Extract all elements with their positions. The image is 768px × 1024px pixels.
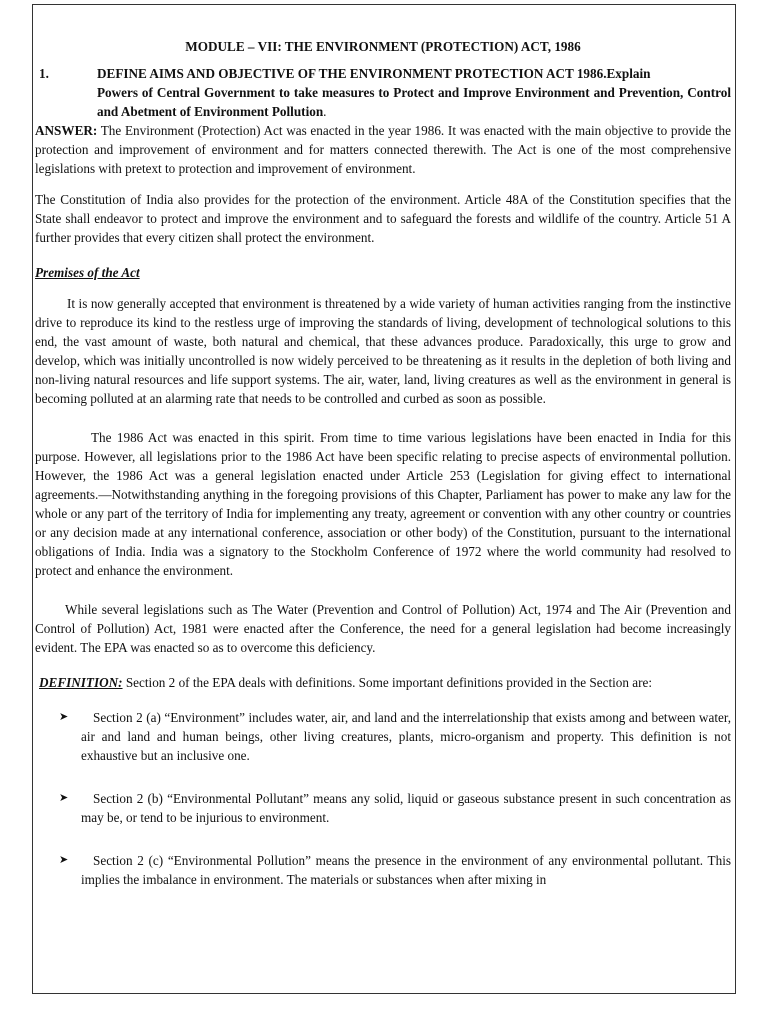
arrow-bullet-icon: ➤ [59, 792, 69, 804]
premises-heading-text: Premises of the Act [35, 265, 140, 280]
constitution-paragraph: The Constitution of India also provides for the protection of the environment. Article 48A of the Constitution specifies that the State shall endeavor to protect and improve the environment and to safeguard the forests and wildlife of the country. Article 51 A further provides that every citizen shall protect the environment. [35, 192, 731, 245]
definition-paragraph [35, 673, 731, 692]
arrow-bullet-icon: ➤ [59, 711, 69, 723]
question-block [35, 64, 731, 121]
answer-label: ANSWER: [35, 123, 98, 138]
list-item-text: Section 2 (b) “Environmental Pollutant” means any solid, liquid or gaseous substance present in such concentration as may be, or tend to be injurious to environment. [81, 791, 731, 825]
premises-paragraph: It is now generally accepted that environment is threatened by a wide variety of human activities ranging from the instinctive drive to reproduce its kind to the restless urge of improving the standards of living, development of technological solutions to this end, the vast amount of waste, both natural and chemical, that these advances produce. Paradoxically, this urge to grow and develop, which was initially uncontrolled is now widely perceived to be threatening as it results in the depletion of both living and non-living natural resources and life support systems. The air, water, land, living creatures as well as the environment in general is becoming polluted at an alarming rate that needs to be controlled and curbed as soon as possible. [35, 296, 731, 406]
list-item-text: Section 2 (a) “Environment” includes water, air, and land and the interrelationship that exists among and between water, air and land and human beings, other living creatures, plants, micro-organism and property. This definition is not exhaustive but an inclusive one. [81, 710, 731, 763]
premises-heading [35, 263, 731, 282]
question-line-2 [97, 83, 731, 121]
spirit-paragraph: The 1986 Act was enacted in this spirit. From time to time various legislations have been enacted in India for this purpose. However, all legislations prior to the 1986 Act have been specific relating to precise aspects of environmental pollution. However, the 1986 Act was a general legislation enacted under Article 253 (Legislation for giving effect to international agreements.—Notwithstanding anything in the foregoing provisions of this Chapter, Parliament has power to make any law for the whole or any part of the territory of India for implementing any treaty, agreement or convention with any other country or countries or any decision made at any international conference, association or other body) of the Constitution, pursuant to the international obligations of India. India was a signatory to the Stockholm Conference of 1972 where the world community had resolved to protect and enhance the environment. [35, 430, 731, 578]
definition-text: Section 2 of the EPA deals with definitions. Some important definitions provided in the Section are: [122, 675, 653, 690]
definition-label: DEFINITION: [39, 675, 123, 690]
answer-text: The Environment (Protection) Act was enacted in the year 1986. It was enacted with the main objective to provide the protection and improvement of environment and for matters connected therewith. The Act is one of the most comprehensive legislations with pretext to protection and improvement of environment. [35, 123, 731, 176]
arrow-bullet-icon: ➤ [59, 854, 69, 866]
list-item [35, 789, 731, 827]
answer-paragraph [35, 121, 731, 178]
question-text [97, 64, 731, 121]
question-line-2-end: . [323, 104, 327, 119]
definitions-list [35, 708, 731, 889]
list-item [35, 851, 731, 889]
question-line-1: DEFINE AIMS AND OBJECTIVE OF THE ENVIRONMENT PROTECTION ACT 1986.Explain [97, 66, 651, 81]
list-item [35, 708, 731, 765]
page-title: MODULE – VII: THE ENVIRONMENT (PROTECTION) ACT, 1986 [185, 39, 581, 54]
document-page [32, 4, 736, 994]
page-content [35, 37, 731, 889]
list-item-text: Section 2 (c) “Environmental Pollution” means the presence in the environment of any environmental pollutant. This implies the imbalance in environment. The materials or substances when after mixing in [81, 853, 731, 887]
question-line-2-text: Powers of Central Government to take measures to Protect and Improve Environment and Prevention, Control and Abetment of Environment Pollution [97, 85, 731, 119]
legislations-paragraph: While several legislations such as The Water (Prevention and Control of Pollution) Act, 1974 and The Air (Prevention and Control of Pollution) Act, 1981 were enacted after the Conference, the need for a general legislation had become increasingly evident. The EPA was enacted so as to overcome this deficiency. [35, 602, 731, 655]
question-number: 1. [39, 66, 49, 81]
